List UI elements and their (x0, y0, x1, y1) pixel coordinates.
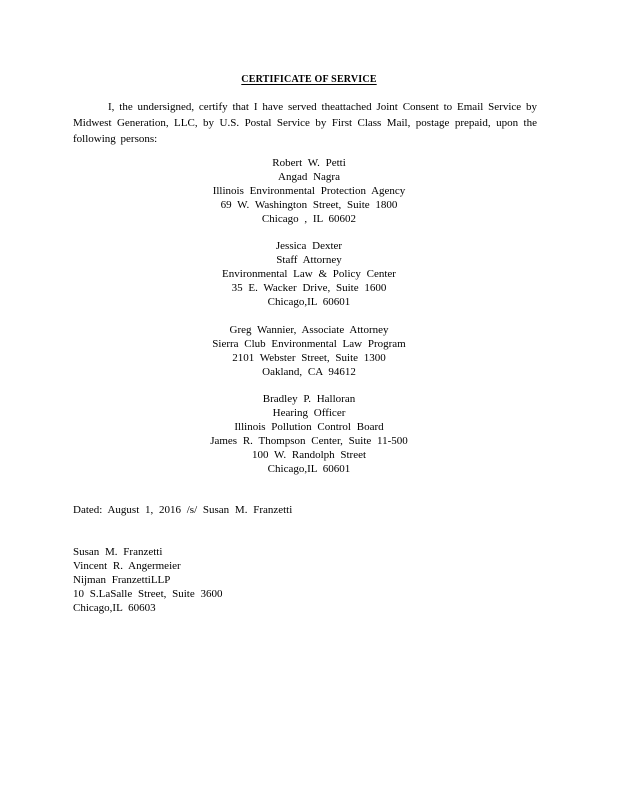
recipient-line: 69 W. Washington Street, Suite 1800 (220, 199, 398, 211)
recipient-line: 35 E. Wacker Drive, Suite 1600 (231, 282, 387, 294)
signature-line: Vincent R. Angermeier (73, 560, 181, 572)
recipient-line: Chicago,IL 60601 (267, 463, 351, 475)
recipient-line: Sierra Club Environmental Law Program (212, 338, 406, 350)
recipient-line: 2101 Webster Street, Suite 1300 (232, 352, 386, 364)
recipient-line: Chicago,IL 60601 (267, 296, 351, 308)
recipient-line: James R. Thompson Center, Suite 11-500 (210, 435, 408, 447)
signature-line: Nijman FranzettiLLP (73, 574, 171, 586)
recipient-line: 100 W. Randolph Street (251, 449, 367, 461)
recipient-block (0, 392, 618, 476)
recipient-line: Oakland, CA 94612 (262, 366, 356, 378)
recipient-line: Environmental Law & Policy Center (222, 268, 396, 280)
dated-line: Dated: August 1, 2016 /s/ Susan M. Franzetti (73, 504, 293, 516)
recipient-block (0, 323, 618, 379)
recipient-line: Illinois Environmental Protection Agency (212, 185, 406, 197)
recipient-line: Angad Nagra (278, 171, 340, 183)
recipient-line: Robert W. Petti (272, 157, 346, 169)
signature-block (73, 545, 222, 615)
signature-line: Susan M. Franzetti (73, 546, 163, 558)
recipient-block (0, 239, 618, 309)
recipient-line: Jessica Dexter (275, 240, 343, 252)
signature-line: 10 S.LaSalle Street, Suite 3600 (73, 588, 223, 600)
recipient-line: Bradley P. Halloran (262, 393, 356, 405)
signature-line: Chicago,IL 60603 (73, 602, 156, 614)
recipient-line: Staff Attorney (276, 254, 342, 266)
recipient-line: Illinois Pollution Control Board (234, 421, 384, 433)
document-title-text: CERTIFICATE OF SERVICE (241, 74, 377, 85)
recipient-block (0, 156, 618, 226)
recipient-line: Chicago , IL 60602 (261, 213, 357, 225)
recipient-line: Hearing Officer (272, 407, 346, 419)
intro-paragraph: I, the undersigned, certify that I have served theattached Joint Consent to Email Service by Midwest Generation, LLC, by U.S. Postal Service by First Class Mail, postage prepaid, upon the following persons: (73, 101, 537, 145)
recipient-line: Greg Wannier, Associate Attorney (229, 324, 389, 336)
document-title (0, 74, 618, 87)
